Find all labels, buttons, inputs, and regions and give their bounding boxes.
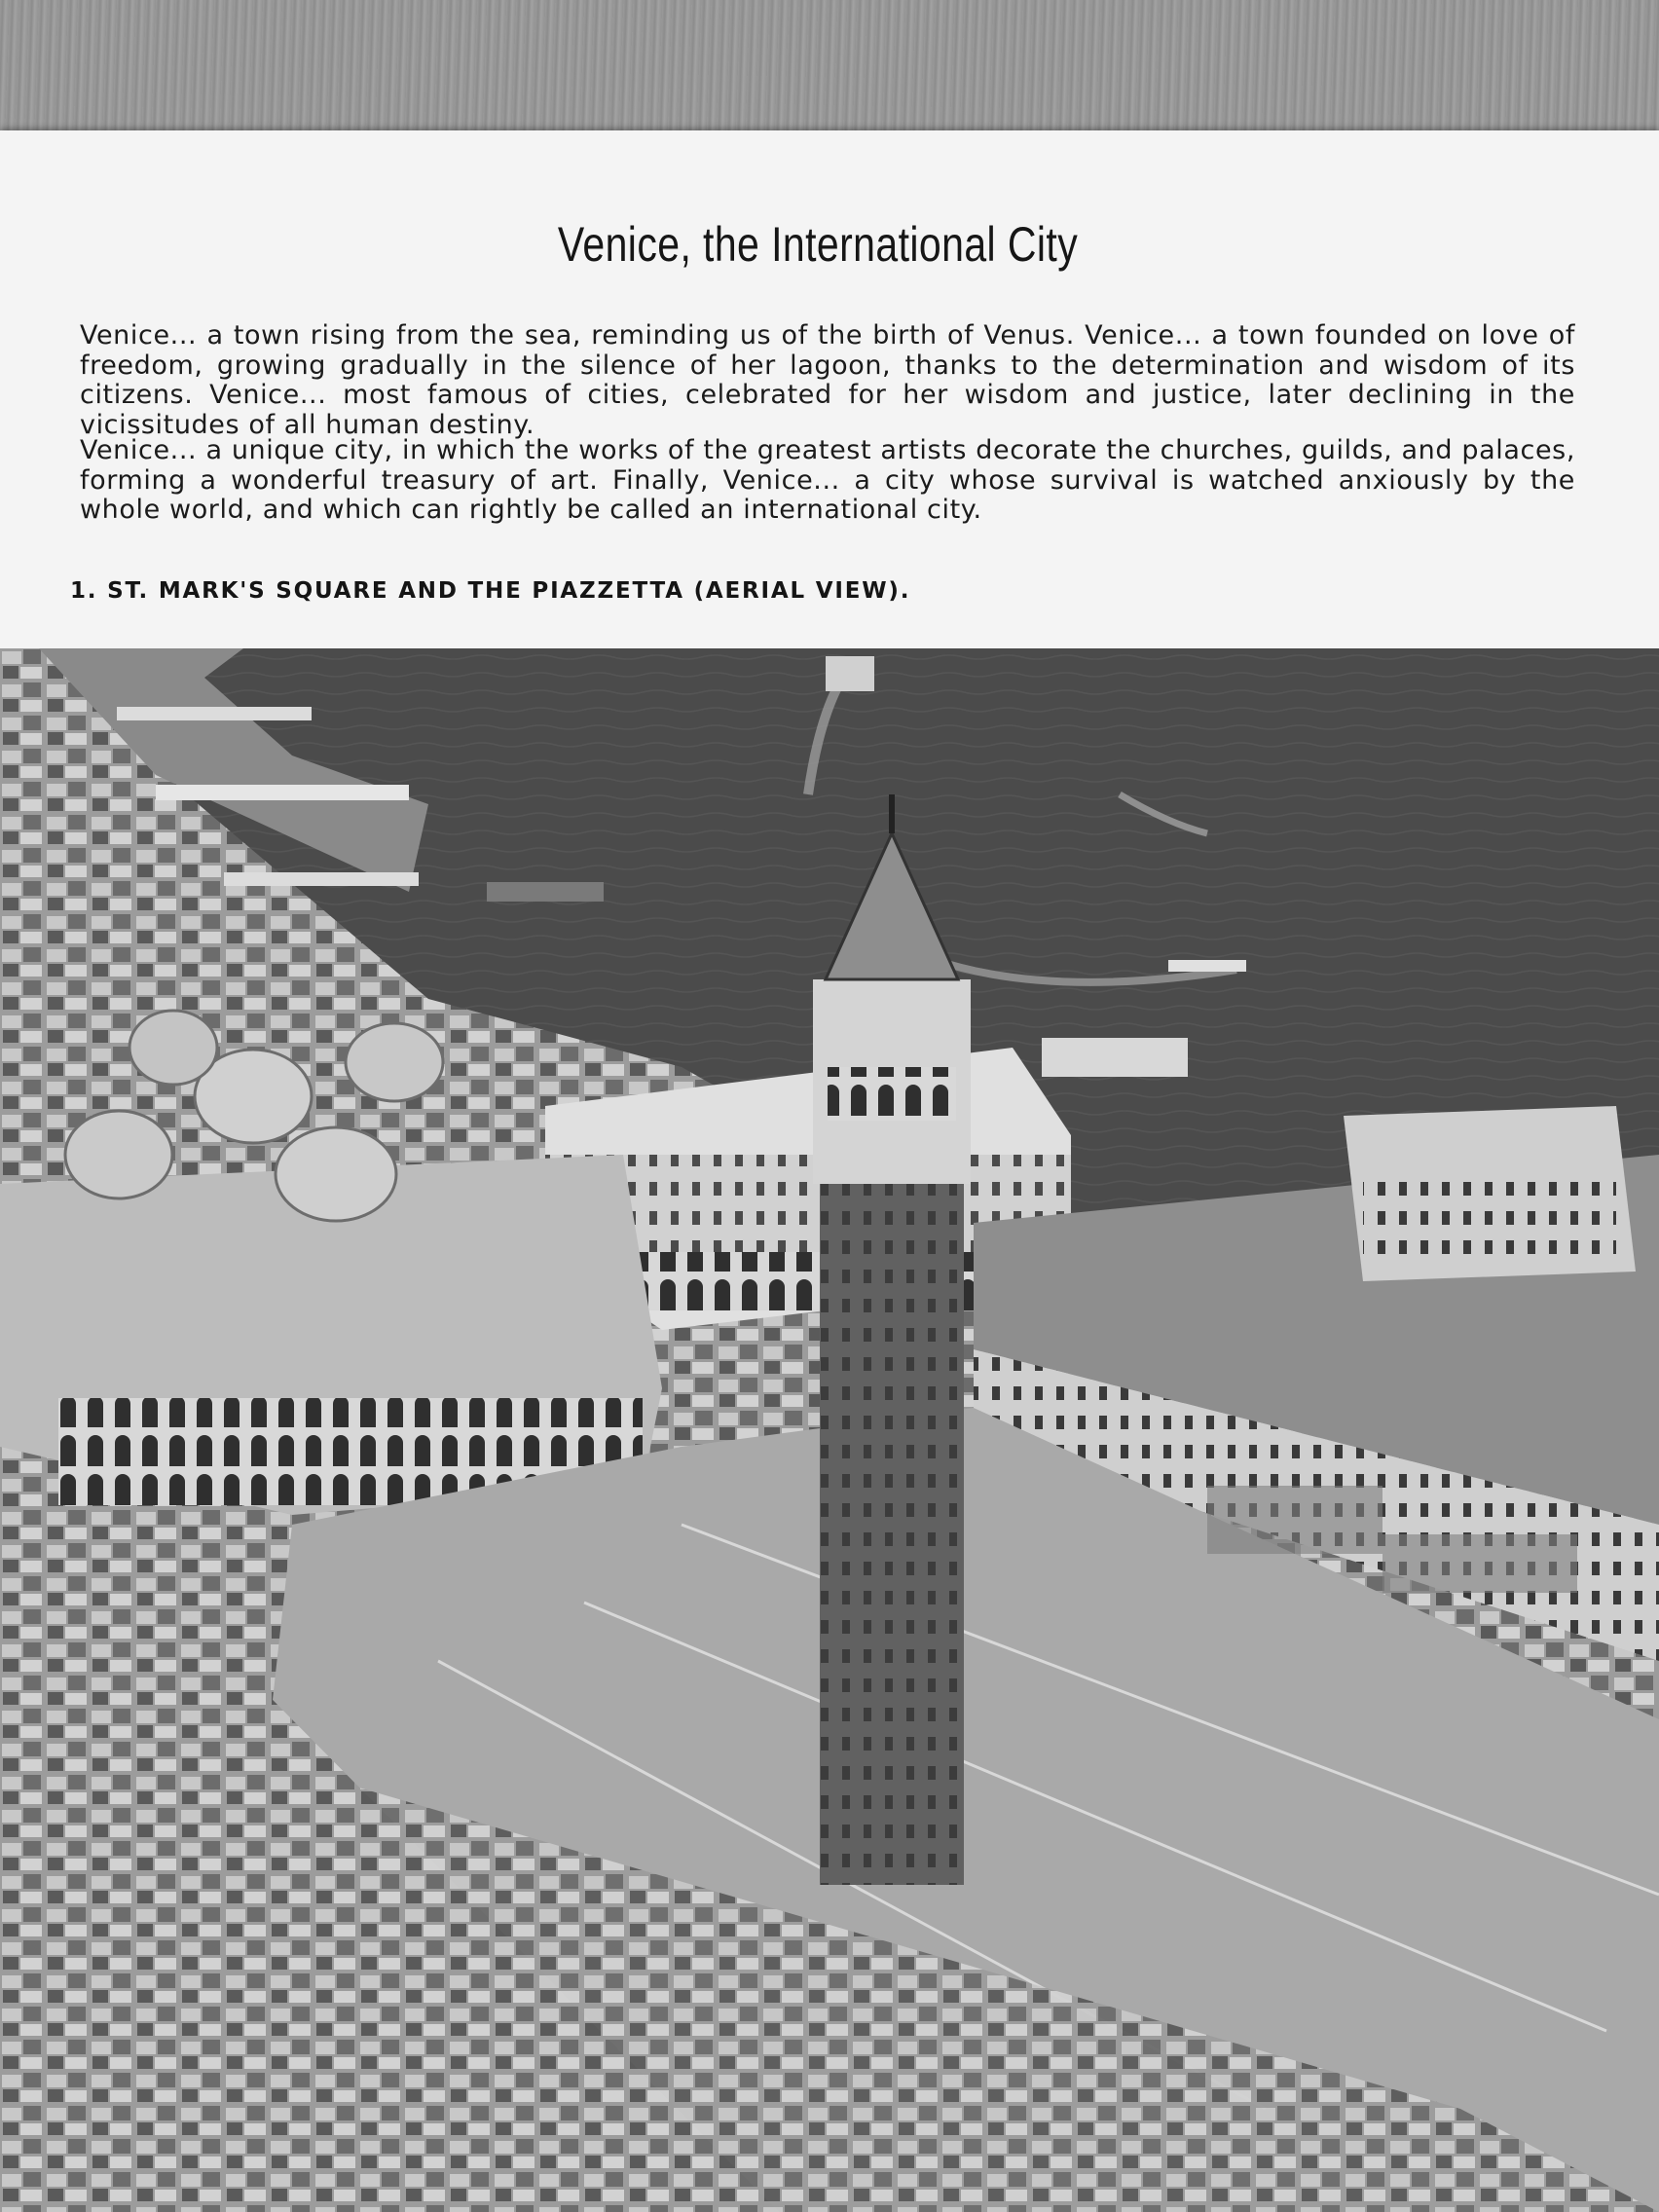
photo-caption: 1. ST. MARK'S SQUARE AND THE PIAZZETTA (AERIAL VIEW).	[70, 578, 911, 604]
aerial-photo-st-marks-square	[0, 648, 1659, 2212]
intro-paragraph-1: Venice... a town rising from the sea, reminding us of the birth of Venus. Venice... a town founded on love of freedom, growing gradually in the silence of her lagoon, thanks to the determination and wisdom of its citizens. Venice... most famous of cities, celebrated for her wisdom and justice, later declining in the vicissitudes of all human destiny.	[80, 320, 1575, 440]
intro-paragraph-2: Venice... a unique city, in which the works of the greatest artists decorate the churches, guilds, and palaces, forming a wonderful treasury of art. Finally, Venice... a city whose survival is watched anxiously by the whole world, and which can rightly be called an international city.	[80, 435, 1575, 525]
page-title: Venice, the International City	[557, 217, 1079, 272]
table-background	[0, 0, 1659, 136]
book-page	[0, 130, 1659, 2212]
